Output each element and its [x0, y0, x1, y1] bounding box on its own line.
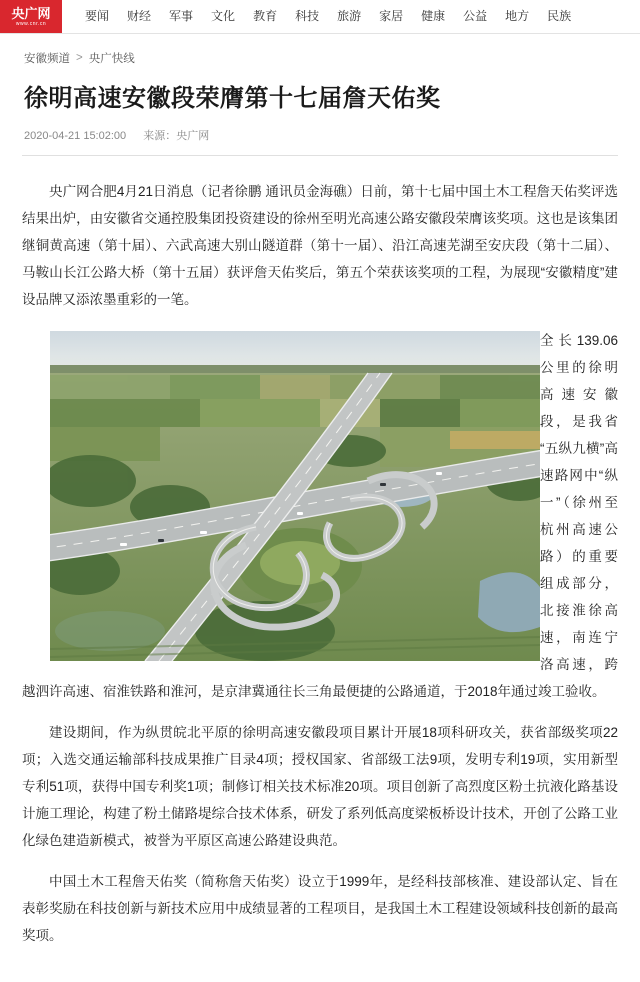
site-logo-en: www.cnr.cn	[15, 21, 47, 27]
nav-item-difang[interactable]: 地方	[505, 9, 530, 23]
main-nav	[62, 0, 640, 33]
page-title: 徐明高速安徽段荣膺第十七届詹天佑奖	[24, 83, 441, 112]
content-wrapper	[0, 34, 640, 963]
breadcrumb	[22, 34, 618, 76]
nav-item-jiankang[interactable]: 健康	[421, 9, 446, 23]
figure-paragraph-block	[22, 327, 618, 719]
nav-item-keji[interactable]: 科技	[295, 9, 320, 23]
article-paragraph-4: 中国土木工程詹天佑奖（简称詹天佑奖）设立于1999年，是经科技部核准、建设部认定、旨在表彰奖励在科技创新与新技术应用中成绩显著的工程项目，是我国土木工程建设领域科技创新的最高奖项。	[22, 874, 618, 944]
nav-item-jiaoyu[interactable]: 教育	[253, 9, 278, 23]
breadcrumb-column[interactable]: 央广快线	[88, 53, 135, 65]
nav-item-minzu[interactable]: 民族	[547, 9, 572, 23]
nav-item-wenhua[interactable]: 文化	[211, 9, 236, 23]
site-header	[0, 0, 640, 34]
article-source: 来源：央广网	[143, 130, 210, 143]
breadcrumb-channel[interactable]: 安徽频道	[24, 53, 70, 65]
nav-item-gongyi[interactable]: 公益	[463, 9, 488, 23]
site-logo[interactable]	[0, 0, 62, 33]
breadcrumb-separator: >	[76, 52, 83, 64]
site-logo-cn: 央广网	[11, 6, 51, 21]
article-paragraph-1: 央广网合肥4月21日消息（记者徐鹏 通讯员金海礁）日前，第十七届中国土木工程詹天佑奖评选结果出炉，由安徽省交通控股集团投资建设的徐州至明光高速公路安徽段荣膺该奖项。这也是该集团继铜黄高速（第十届）、六武高速大别山隧道群（第十一届）、沿江高速芜湖至安庆段（第十二届）、马鞍山长江公路大桥（第十五届）获评詹天佑奖后，第五个荣获该奖项的工程，为展现“安徽精度”建设品牌又添浓墨重彩的一笔。	[22, 184, 618, 308]
article-meta	[24, 127, 616, 143]
highway-interchange-photo	[50, 331, 540, 661]
nav-item-lvyou[interactable]: 旅游	[337, 9, 362, 23]
article-paragraph-3: 建设期间，作为纵贯皖北平原的徐明高速安徽段项目累计开展18项科研攻关，获省部级奖项22项；入选交通运输部科技成果推广目录4项；授权国家、省部级工法9项，发明专利19项，实用新型专利51项，获得中国专利奖1项；制修订相关技术标准20项。项目创新了高烈度区粉土抗液化路基设计施工理论，构建了粉土储路堤综合技术体系，研发了系列低高度梁板桥设计技术，开创了公路工业化绿色建造新模式，被誉为平原区高速公路建设典范。	[22, 725, 618, 849]
nav-item-junshi[interactable]: 军事	[169, 9, 194, 23]
article-figure	[50, 331, 540, 661]
article-body	[22, 156, 618, 963]
nav-item-yaowen[interactable]: 要闻	[85, 9, 110, 23]
nav-item-caijing[interactable]: 财经	[127, 9, 152, 23]
article-paragraph-2: 全长139.06公里的徐明高速安徽段，是我省“五纵九横”高速路网中“纵一”（徐州至杭州高速公路）的重要组成部分，北接淮徐高速，南连宁洛高速，跨越泗许高速、宿淮铁路和淮河，是京津冀通往长三角最便捷的公路通道，于2018年通过竣工验收。	[22, 333, 618, 700]
publish-time: 2020-04-21 15:02:00	[24, 130, 127, 143]
nav-item-jiaju[interactable]: 家居	[379, 9, 404, 23]
